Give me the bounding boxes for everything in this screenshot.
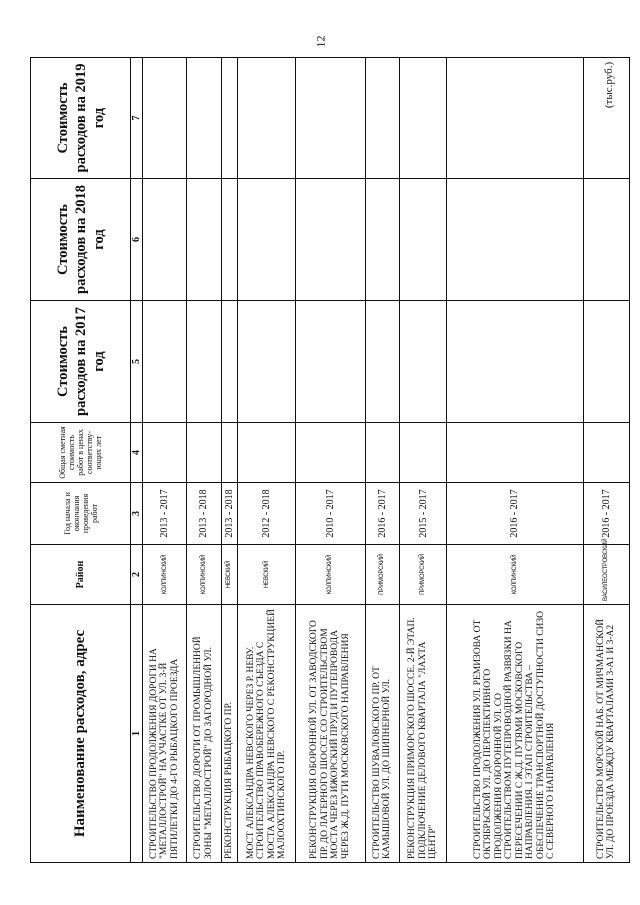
row-cost-2019	[238, 58, 296, 179]
table-row	[400, 58, 446, 863]
row-district: КОЛПИНСКИЙ	[296, 545, 366, 605]
row-years: 2013 - 2018	[187, 483, 222, 545]
row-cost-2017	[583, 301, 629, 423]
row-cost-2019	[446, 58, 583, 179]
row-total-cost	[143, 423, 187, 483]
row-cost-2018	[187, 179, 222, 301]
row-cost-2017	[296, 301, 366, 423]
row-cost-2019	[143, 58, 187, 179]
row-cost-2017	[446, 301, 583, 423]
table-row	[583, 58, 629, 863]
row-district: ВАСИЛЕОСТРОВСКИЙ	[583, 545, 629, 605]
row-name: РЕКОНСТРУКЦИЯ РЫБАЦКОГО ПР.	[221, 605, 237, 863]
row-years: 2013 - 2017	[143, 483, 187, 545]
row-cost-2018	[446, 179, 583, 301]
row-years: 2016 - 2017	[446, 483, 583, 545]
row-district: КОЛПИНСКИЙ	[143, 545, 187, 605]
row-total-cost	[187, 423, 222, 483]
column-number: 4	[131, 423, 143, 483]
expenses-table	[30, 57, 630, 863]
row-cost-2017	[221, 301, 237, 423]
row-name: СТРОИТЕЛЬСТВО МОРСКОЙ НАБ. ОТ МИЧМАНСКОЙ УЛ. ДО ПРОЕЗДА МЕЖДУ КВАРТАЛАМИ 3-А1 И 3-А2	[583, 605, 629, 863]
row-total-cost	[238, 423, 296, 483]
row-cost-2018	[583, 179, 629, 301]
table-row	[221, 58, 237, 863]
row-district: КОЛПИНСКИЙ	[187, 545, 222, 605]
table-row	[187, 58, 222, 863]
row-district: НЕВСКИЙ	[221, 545, 237, 605]
table-row	[143, 58, 187, 863]
row-cost-2019	[187, 58, 222, 179]
row-cost-2018	[296, 179, 366, 301]
row-district: КОЛПИНСКИЙ	[446, 545, 583, 605]
column-number: 6	[131, 179, 143, 301]
column-number: 5	[131, 301, 143, 423]
table-row	[238, 58, 296, 863]
row-years: 2013 - 2018	[221, 483, 237, 545]
row-total-cost	[221, 423, 237, 483]
row-cost-2018	[143, 179, 187, 301]
row-district: ПРИМОРСКИЙ	[365, 545, 400, 605]
row-years: 2010 - 2017	[296, 483, 366, 545]
table-container	[30, 58, 635, 863]
row-cost-2019	[221, 58, 237, 179]
column-number: 7	[131, 58, 143, 179]
row-total-cost	[446, 423, 583, 483]
row-cost-2018	[238, 179, 296, 301]
row-years: 2015 - 2017	[400, 483, 446, 545]
row-cost-2019	[296, 58, 366, 179]
row-name: РЕКОНСТРУКЦИЯ ОБОРОННОЙ УЛ. ОТ ЗАВОДСКОГО ПР. ДО ЛАГЕРНОГО ШОССЕ СО СТРОИТЕЛЬСТВОМ МОСТА ЧЕРЕЗ ИЖОРСКИЙ ПРУД И ПУТЕПРОВОДА ЧЕРЕЗ Ж.Д. ПУТИ МОСКОВСКОГО НАПРАВЛЕНИЯ	[296, 605, 366, 863]
row-district: НЕВСКИЙ	[238, 545, 296, 605]
row-name: СТРОИТЕЛЬСТВО ШУВАЛОВСКОГО ПР. ОТ КАМЫШОВОЙ УЛ. ДО ШИПНЕРНОЙ УЛ.	[365, 605, 400, 863]
header-cost-2019: Стоимость расходов на 2019 год	[31, 58, 131, 179]
column-number-row	[131, 58, 143, 863]
header-name: Наименование расходов, адрес	[31, 605, 131, 863]
row-name: РЕКОНСТРУКЦИЯ ПРИМОРСКОГО ШОССЕ. 2-Й ЭТАП. ПОДКЛЮЧЕНИЕ ДЕЛОВОГО КВАРТАЛА "ЛАХТА ЦЕНТР"	[400, 605, 446, 863]
header-district: Район	[31, 545, 131, 605]
column-number: 3	[131, 483, 143, 545]
table-row	[446, 58, 583, 863]
row-cost-2019	[583, 58, 629, 179]
row-name: СТРОИТЕЛЬСТВО ПРОДОЛЖЕНИЯ УЛ. РЕМИЗОВА ОТ ОКТЯБРЬСКОЙ УЛ. ДО ПЕРСПЕКТИВНОГО ПРОДОЛЖЕНИЯ ОБОРОННОЙ УЛ. СО СТРОИТЕЛЬСТВОМ ПУТЕПРОВОДНОЙ РАЗВЯЗКИ НА ПЕРЕСЕЧЕНИИ С Ж.Д. ПУТЯМИ МОСКОВСКОГО НАПРАВЛЕНИЯ. I ЭТАП СТРОИТЕЛЬСТВА – ОБЕСПЕЧЕНИЕ ТРАНСПОРТНОЙ ДОСТУПНОСТИ СИЗО С СЕВЕРНОГО НАПРАВЛЕНИЯ	[446, 605, 583, 863]
row-years: 2012 - 2018	[238, 483, 296, 545]
units-label: (тыс.руб.)	[603, 61, 615, 109]
row-cost-2017	[238, 301, 296, 423]
row-cost-2019	[365, 58, 400, 179]
row-cost-2017	[187, 301, 222, 423]
page-number: 12	[313, 35, 328, 47]
header-cost-2018: Стоимость расходов на 2018 год	[31, 179, 131, 301]
row-district: ПРИМОРСКИЙ	[400, 545, 446, 605]
column-number: 2	[131, 545, 143, 605]
row-cost-2017	[143, 301, 187, 423]
row-cost-2018	[221, 179, 237, 301]
row-years: 2016 - 2017	[583, 483, 629, 545]
row-total-cost	[583, 423, 629, 483]
header-row	[31, 58, 131, 863]
header-total-cost: Общая сметная стоимость работ в ценах соответству-ющих лет	[31, 423, 131, 483]
row-years: 2016 - 2017	[365, 483, 400, 545]
header-years: Год начала и окончания проведения работ	[31, 483, 131, 545]
table-row	[365, 58, 400, 863]
row-total-cost	[296, 423, 366, 483]
column-number: 1	[131, 605, 143, 863]
row-name: МОСТ АЛЕКСАНДРА НЕВСКОГО ЧЕРЕЗ Р. НЕВУ. СТРОИТЕЛЬСТВО ПРАВОБЕРЕЖНОГО СЪЕЗДА С МОСТА АЛЕКСАНДРА НЕВСКОГО С РЕКОНСТРУКЦИЕЙ МАЛООХТИНСКОГО ПР.	[238, 605, 296, 863]
rotated-table-frame	[30, 58, 635, 863]
row-total-cost	[400, 423, 446, 483]
row-cost-2017	[400, 301, 446, 423]
row-name: СТРОИТЕЛЬСТВО ПРОДОЛЖЕНИЯ ДОРОГИ НА "МЕТАЛЛОСТРОЙ" НА УЧАСТКЕ ОТ УЛ. 3-Й ПЯТИЛЕТКИ ДО 4-ГО РЫБАЦКОГО ПРОЕЗДА	[143, 605, 187, 863]
row-cost-2017	[365, 301, 400, 423]
row-cost-2019	[400, 58, 446, 179]
row-cost-2018	[400, 179, 446, 301]
row-total-cost	[365, 423, 400, 483]
header-cost-2017: Стоимость расходов на 2017 год	[31, 301, 131, 423]
row-name: СТРОИТЕЛЬСТВО ДОРОГИ ОТ ПРОМЫШЛЕННОЙ ЗОНЫ "МЕТАЛЛОСТРОЙ" ДО ЗАГОРОДНОЙ УЛ.	[187, 605, 222, 863]
table-row	[296, 58, 366, 863]
row-cost-2018	[365, 179, 400, 301]
